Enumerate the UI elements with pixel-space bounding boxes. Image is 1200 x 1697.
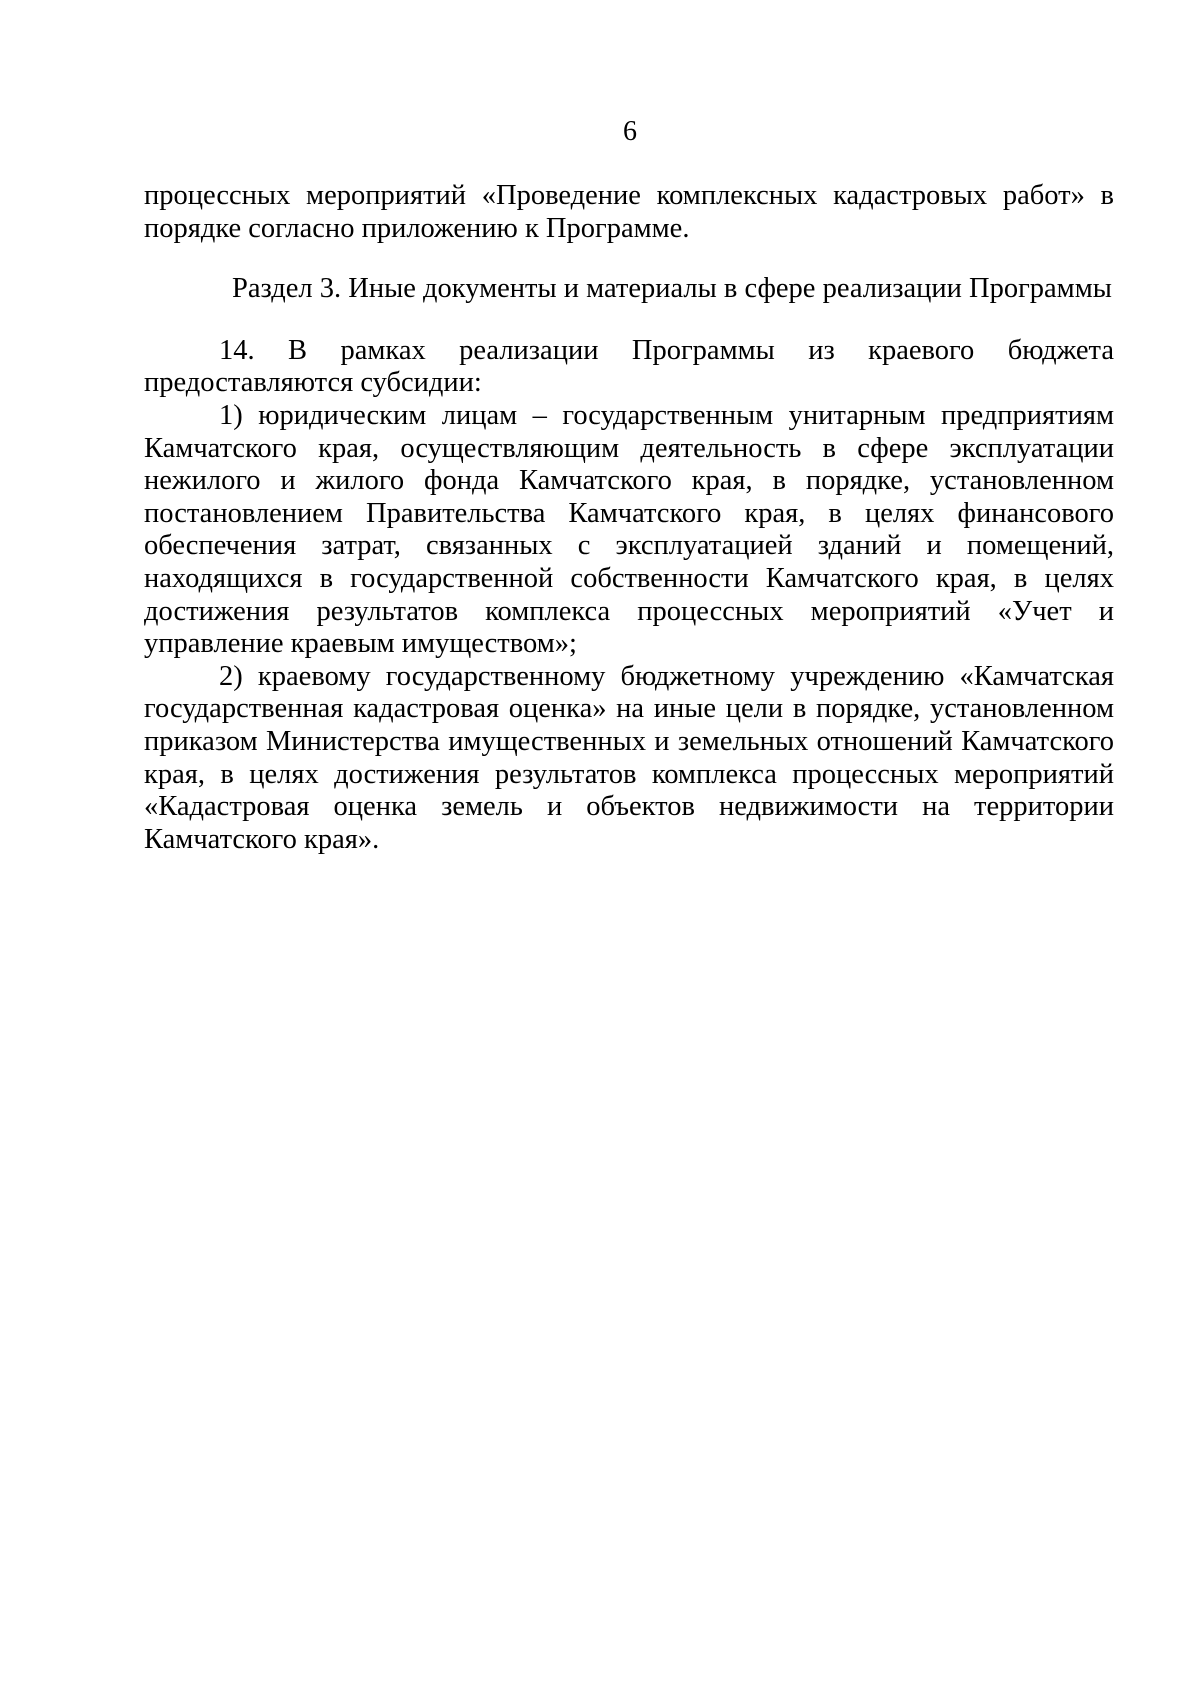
- section-heading: Раздел 3. Иные документы и материалы в сфере реализации Программы: [232, 273, 1112, 305]
- document-body: [144, 180, 1114, 856]
- paragraph-14-item-1: 1) юридическим лицам – государственным унитарным предприятиям Камчатского края, осуществляющим деятельность в сфере эксплуатации нежилого и жилого фонда Камчатского края, в порядке, установленном постановлением Правительства Камчатского края, в целях финансового обеспечения затрат, связанных с эксплуатацией зданий и помещений, находящихся в государственной собственности Камчатского края, в целях достижения результатов комплекса процессных мероприятий «Учет и управление краевым имуществом»;: [144, 399, 1114, 660]
- page-number: 6: [623, 116, 637, 147]
- paragraph-14-item-2: 2) краевому государственному бюджетному учреждению «Камчатская государственная кадастровая оценка» на иные цели в порядке, установленном приказом Министерства имущественных и земельных отношений Камчатского края, в целях достижения результатов комплекса процессных мероприятий «Кадастровая оценка земель и объектов недвижимости на территории Камчатского края».: [144, 660, 1114, 855]
- paragraph-14-intro: 14. В рамках реализации Программы из краевого бюджета предоставляются субсидии:: [144, 334, 1114, 399]
- continuation-paragraph: процессных мероприятий «Проведение комплексных кадастровых работ» в порядке согласно приложению к Программе.: [144, 180, 1114, 244]
